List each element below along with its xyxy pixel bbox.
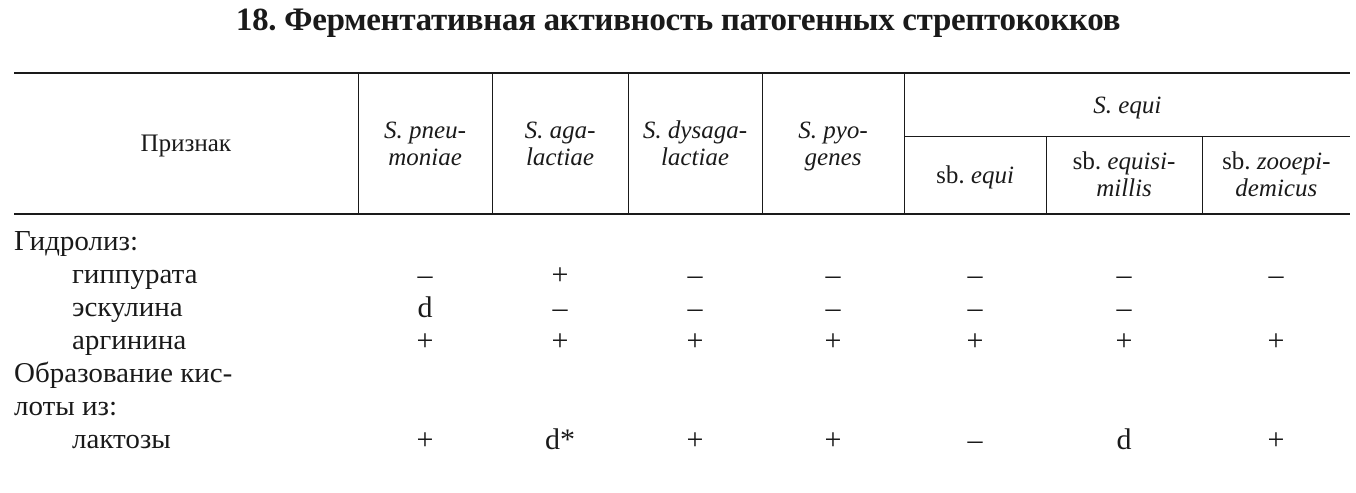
table-row — [14, 423, 1350, 456]
header-subspecies-prefix: sb. — [1222, 148, 1257, 175]
header-feature — [14, 73, 358, 214]
cell-value: + — [824, 423, 842, 456]
table-row — [14, 214, 1350, 258]
cell-value: – — [825, 291, 841, 324]
cell-value: + — [1115, 324, 1133, 357]
cell-value — [628, 357, 762, 390]
cell-value: + — [1267, 423, 1285, 456]
header-subspecies-zooepidemicus — [1202, 137, 1350, 215]
cell-value — [1046, 357, 1202, 390]
cell-value: – — [1116, 291, 1132, 324]
row-label: Гидролиз: — [14, 225, 139, 257]
header-subspecies-line: millis — [1096, 175, 1152, 202]
header-group-label: S. equi — [1093, 91, 1162, 119]
header-species-dysagalactiae — [628, 73, 762, 214]
header-species-line: S. dysaga- — [642, 116, 748, 144]
cell-value — [762, 357, 904, 390]
table-title: 18. Ферментативная активность патогенных стрептококков — [235, 2, 1121, 38]
cell-value — [492, 390, 628, 423]
cell-value — [1202, 291, 1350, 324]
cell-value: – — [1268, 258, 1284, 291]
table-row — [14, 258, 1350, 291]
header-species-line: lactiae — [660, 143, 730, 171]
table-row — [14, 324, 1350, 357]
row-label: лоты из: — [14, 390, 118, 422]
row-label: аргинина — [72, 324, 187, 356]
cell-value — [492, 357, 628, 390]
header-species-line: lactiae — [525, 143, 595, 171]
cell-value: + — [686, 324, 704, 357]
header-subspecies-line: demicus — [1235, 175, 1318, 202]
header-subspecies-equi — [904, 137, 1046, 215]
cell-value: + — [551, 258, 569, 291]
header-species-line: S. pyo- — [798, 116, 868, 144]
cell-value — [1202, 214, 1350, 258]
cell-value: – — [687, 258, 703, 291]
cell-value: + — [824, 324, 842, 357]
cell-value: – — [552, 291, 568, 324]
row-label: гиппурата — [72, 258, 198, 290]
cell-value — [1046, 390, 1202, 423]
header-species-pyogenes — [762, 73, 904, 214]
table-row — [14, 291, 1350, 324]
cell-value — [1202, 357, 1350, 390]
cell-value — [628, 390, 762, 423]
header-species-line: moniae — [388, 143, 462, 171]
header-species-line: S. aga- — [524, 116, 596, 144]
cell-value: d* — [545, 423, 575, 456]
table-body — [14, 214, 1350, 456]
cell-value: – — [967, 423, 983, 456]
cell-value: + — [686, 423, 704, 456]
cell-value: – — [687, 291, 703, 324]
cell-value — [358, 390, 492, 423]
header-species-line: S. pneu- — [384, 116, 466, 144]
cell-value: – — [967, 291, 983, 324]
row-label: лактозы — [72, 423, 171, 455]
header-subspecies-prefix: sb. — [936, 161, 971, 189]
cell-value: d — [1116, 423, 1132, 456]
header-subspecies-line: equi — [970, 161, 1014, 189]
header-group-equi — [904, 73, 1350, 137]
cell-value — [904, 390, 1046, 423]
cell-value: + — [551, 324, 569, 357]
cell-value — [904, 214, 1046, 258]
header-subspecies-prefix: sb. — [1072, 148, 1108, 175]
row-label: Образование кис- — [14, 357, 233, 389]
cell-value — [628, 214, 762, 258]
cell-value: + — [1267, 324, 1285, 357]
cell-value — [762, 214, 904, 258]
header-subspecies-equisimilis — [1046, 137, 1202, 215]
cell-value: + — [416, 423, 434, 456]
header-subspecies-line: equisi- — [1107, 148, 1176, 175]
cell-value: – — [967, 258, 983, 291]
cell-value: – — [1116, 258, 1132, 291]
cell-value — [492, 214, 628, 258]
header-feature-label: Признак — [140, 130, 231, 157]
header-subspecies-line: zooepi- — [1256, 148, 1331, 175]
cell-value — [1046, 214, 1202, 258]
cell-value — [904, 357, 1046, 390]
row-label: эскулина — [72, 291, 183, 323]
cell-value — [762, 390, 904, 423]
header-species-pneumoniae — [358, 73, 492, 214]
cell-value: + — [416, 324, 434, 357]
cell-value — [1202, 390, 1350, 423]
table-row — [14, 357, 1350, 390]
header-species-agalactiae — [492, 73, 628, 214]
cell-value: – — [417, 258, 433, 291]
cell-value — [358, 357, 492, 390]
cell-value: + — [966, 324, 984, 357]
header-species-line: genes — [804, 143, 862, 171]
cell-value: d — [417, 291, 433, 324]
cell-value: – — [825, 258, 841, 291]
cell-value — [358, 214, 492, 258]
enzyme-activity-table — [14, 72, 1350, 456]
table-row — [14, 390, 1350, 423]
